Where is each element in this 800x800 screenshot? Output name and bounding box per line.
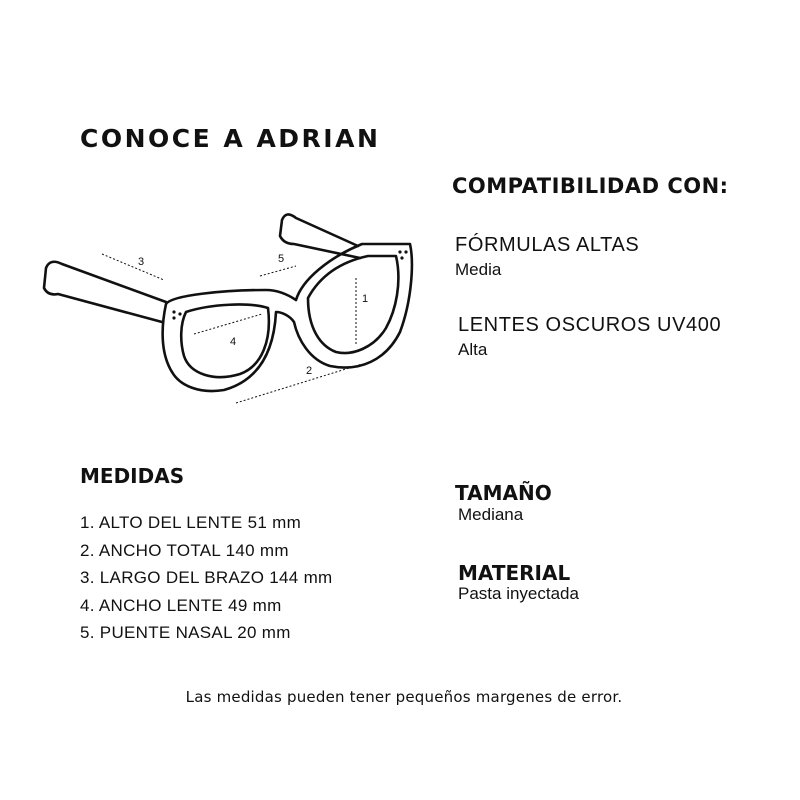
medida-item-2: 2. ANCHO TOTAL 140 mm [80,540,289,560]
compat-value-lentes: Alta [458,340,488,359]
medida-item-4: 4. ANCHO LENTE 49 mm [80,595,282,615]
glasses-diagram [40,200,420,415]
front-frame [163,244,412,391]
medidas-heading: MEDIDAS [80,464,185,488]
compat-value-formulas: Media [455,260,502,279]
compat-label-formulas: FÓRMULAS ALTAS [455,234,640,256]
diagram-label-1: 1 [362,293,369,305]
size-value: Mediana [458,505,524,524]
medida-item-5: 5. PUENTE NASAL 20 mm [80,623,291,642]
compatibility-heading: COMPATIBILIDAD CON: [452,174,729,198]
disclaimer-note: Las medidas pueden tener pequeños margenes de error. [185,688,623,706]
diagram-label-3: 3 [138,256,145,268]
left-temple-arm [44,262,166,322]
material-value: Pasta inyectada [458,584,579,603]
diagram-label-4: 4 [230,336,237,348]
medida-item-1: 1. ALTO DEL LENTE 51 mm [80,513,302,532]
compat-label-lentes: LENTES OSCUROS UV400 [458,314,722,336]
page-title: CONOCE A ADRIAN [80,124,381,153]
medida-item-3: 3. LARGO DEL BRAZO 144 mm [80,568,333,587]
diagram-label-5: 5 [278,253,285,265]
size-heading: TAMAÑO [455,481,552,505]
medidas-list [80,512,333,650]
diagram-label-2: 2 [306,365,313,377]
right-lens [308,256,398,353]
material-heading: MATERIAL [458,561,571,585]
